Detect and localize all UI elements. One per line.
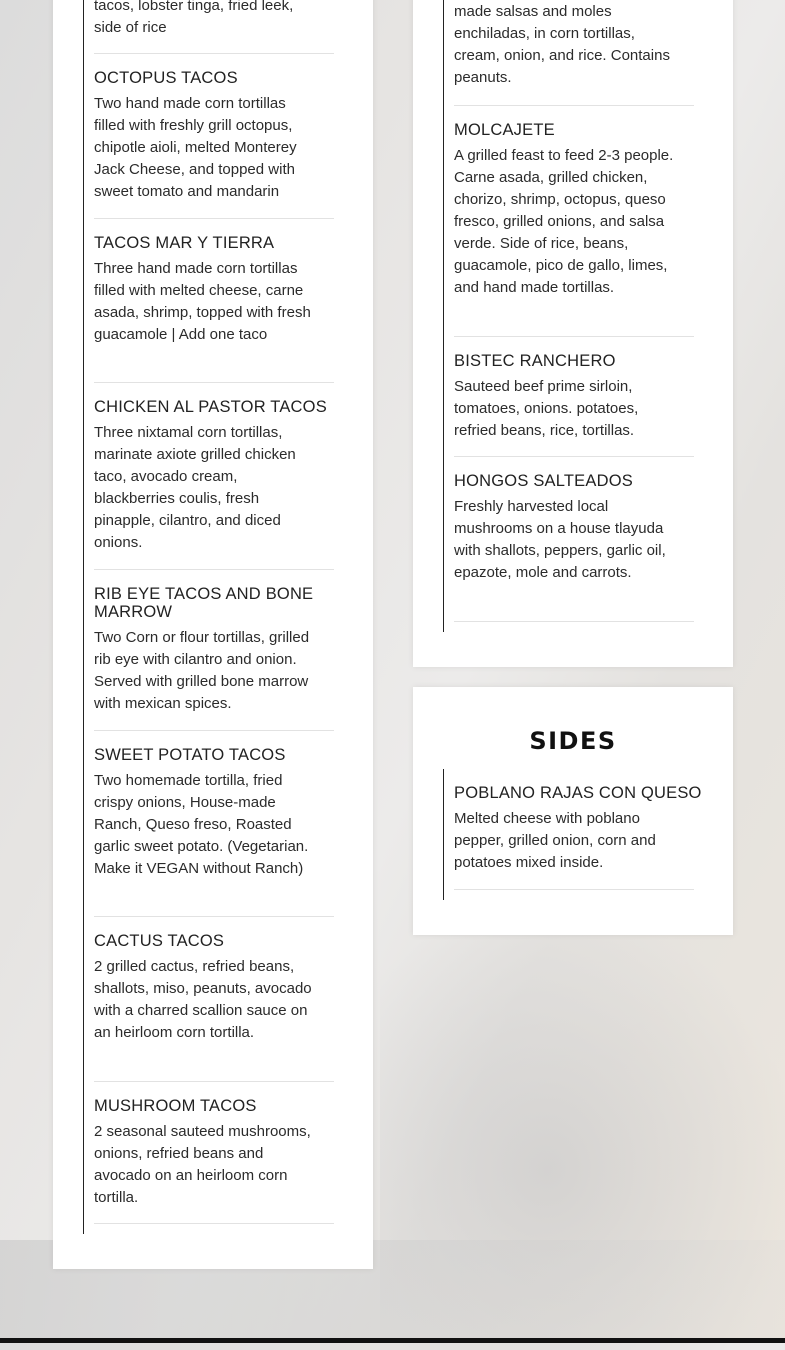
- menu-item-partial: [94, 0, 334, 39]
- section-title: SIDES: [529, 727, 617, 755]
- menu-item-name: RIB EYE TACOS AND BONE MARROW: [94, 585, 314, 621]
- menu-divider-line: [83, 0, 84, 1234]
- menu-item-hongos-salteados: [454, 472, 694, 584]
- menu-item-rib-eye-tacos: [94, 585, 334, 715]
- menu-item-chicken-al-pastor-tacos: [94, 398, 334, 554]
- menu-item-separator: [454, 889, 694, 890]
- menu-item-separator: [94, 569, 334, 570]
- menu-item-poblano-rajas: [454, 784, 704, 874]
- menu-item-description: A grilled feast to feed 2-3 people. Carne asada, grilled chicken, chorizo, shrimp, octopus, queso fresco, grilled onions, and salsa verde. Side of rice, beans, guacamole, pico de gallo, limes, and hand made tortillas.: [454, 147, 674, 296]
- menu-item-name: HONGOS SALTEADOS: [454, 472, 633, 490]
- menu-card-tacos: [53, 0, 373, 1269]
- menu-item-name: POBLANO RAJAS CON QUESO: [454, 784, 702, 802]
- menu-item-description: Freshly harvested local mushrooms on a house tlayuda with shallots, peppers, garlic oil, epazote, mole and carrots.: [454, 498, 666, 581]
- menu-item-name: CACTUS TACOS: [94, 932, 225, 950]
- menu-item-mushroom-tacos: [94, 1097, 334, 1209]
- menu-item-molcajete: [454, 121, 694, 299]
- menu-item-separator: [94, 53, 334, 54]
- menu-item-name: CHICKEN AL PASTOR TACOS: [94, 398, 327, 416]
- menu-item-description: tacos, lobster tinga, fried leek, side of rice: [94, 0, 294, 36]
- menu-item-name: SWEET POTATO TACOS: [94, 746, 286, 764]
- menu-card-entrees: [413, 0, 733, 667]
- menu-card-sides: [413, 687, 733, 935]
- menu-item-tacos-mar-y-tierra: [94, 234, 334, 346]
- menu-item-description: Two homemade tortilla, fried crispy onions, House-made Ranch, Queso freso, Roasted garlic sweet potato. (Vegetarian. Make it VEGAN without Ranch): [94, 772, 309, 877]
- menu-item-partial: [454, 1, 694, 89]
- menu-item-description: Melted cheese with poblano pepper, grilled onion, corn and potatoes mixed inside.: [454, 810, 656, 871]
- menu-item-name: TACOS MAR Y TIERRA: [94, 234, 275, 252]
- menu-divider-line: [443, 0, 444, 632]
- menu-item-description: Sauteed beef prime sirloin, tomatoes, onions. potatoes, refried beans, rice, tortillas.: [454, 378, 639, 439]
- menu-item-sweet-potato-tacos: [94, 746, 334, 880]
- menu-divider-line: [443, 769, 444, 900]
- menu-item-separator: [454, 456, 694, 457]
- menu-item-name: MOLCAJETE: [454, 121, 555, 139]
- menu-item-description: Three hand made corn tortillas filled with melted cheese, carne asada, shrimp, topped with fresh guacamole | Add one taco: [94, 260, 311, 343]
- menu-item-name: MUSHROOM TACOS: [94, 1097, 257, 1115]
- menu-item-name: OCTOPUS TACOS: [94, 69, 238, 87]
- menu-item-separator: [94, 1223, 334, 1224]
- menu-item-separator: [454, 621, 694, 622]
- menu-item-separator: [94, 916, 334, 917]
- menu-item-separator: [94, 382, 334, 383]
- menu-item-description: 2 grilled cactus, refried beans, shallots, miso, peanuts, avocado with a charred scallion sauce on an heirloom corn tortilla.: [94, 958, 312, 1041]
- menu-item-separator: [94, 218, 334, 219]
- menu-item-octopus-tacos: [94, 69, 334, 203]
- menu-item-cactus-tacos: [94, 932, 334, 1044]
- menu-item-name: BISTEC RANCHERO: [454, 352, 616, 370]
- footer-bar: [0, 1338, 785, 1343]
- menu-item-description: Two Corn or flour tortillas, grilled rib eye with cilantro and onion. Served with grilled bone marrow with mexican spices.: [94, 629, 310, 712]
- menu-item-separator: [94, 1081, 334, 1082]
- menu-item-description: 2 seasonal sauteed mushrooms, onions, refried beans and avocado on an heirloom corn tortilla.: [94, 1123, 311, 1206]
- menu-item-description: Two hand made corn tortillas filled with freshly grill octopus, chipotle aioli, melted Monterey Jack Cheese, and topped with sweet tomato and mandarin: [94, 95, 297, 200]
- menu-item-bistec-ranchero: [454, 352, 694, 442]
- menu-item-separator: [94, 730, 334, 731]
- menu-item-description: made salsas and moles enchiladas, in corn tortillas, cream, onion, and rice. Contains peanuts.: [454, 3, 670, 86]
- menu-item-separator: [454, 336, 694, 337]
- menu-item-separator: [454, 105, 694, 106]
- menu-item-description: Three nixtamal corn tortillas, marinate axiote grilled chicken taco, avocado cream, blackberries coulis, fresh pinapple, cilantro, and diced onions.: [94, 424, 296, 551]
